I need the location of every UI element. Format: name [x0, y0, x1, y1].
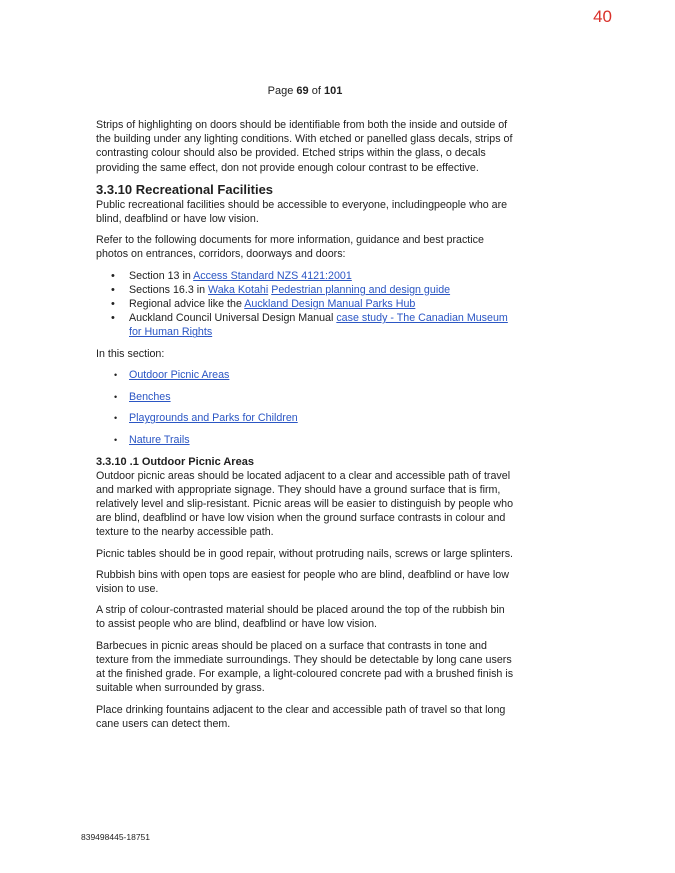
recreational-paragraph-2: Refer to the following documents for more information, guidance and best practice photos on entrances, corridors, doorways and doors: [96, 234, 484, 261]
reference-list [96, 269, 516, 340]
access-standard-link[interactable]: Access Standard NZS 4121:2001 [193, 269, 352, 282]
reference-item [129, 297, 516, 311]
page-header-prefix: Page [267, 85, 297, 97]
playgrounds-link[interactable]: Playgrounds and Parks for Children [129, 412, 298, 425]
recreational-heading: 3.3.10 Recreational Facilities [96, 181, 274, 197]
recreational-paragraph-1: Public recreational facilities should be accessible to everyone, includingpeople who are blind, deafblind or have low vision. [96, 198, 508, 226]
picnic-heading: 3.3.10 .1 Outdoor Picnic Areas [96, 455, 254, 468]
page-header [0, 85, 610, 97]
picnic-paragraph: Barbecues in picnic areas should be placed on a surface that contrasts in tone and texture from the immediate surroundings. They should be detectable by long cane users at the finished grade. For example, a light-coloured concrete pad with a brushed finish is suitable when surrounded by grass. [96, 639, 514, 695]
section-list-item [129, 411, 516, 425]
intro-paragraph: Strips of highlighting on doors should be identifiable from both the inside and outside of the building under any lighting conditions. With etched or panelled glass decals, strips of contrasting colour should also be provided. Etched strips within the glass, o decals providing the same effect, don not provide enough colour contrast to be effective. [96, 119, 513, 174]
reference-item [129, 283, 516, 297]
waka-kotahi-link[interactable]: Waka Kotahi [208, 283, 269, 296]
picnic-paragraph: Picnic tables should be in good repair, without protruding nails, screws or large splinters. [96, 547, 514, 560]
section-link-list [96, 368, 516, 447]
outdoor-picnic-areas-link[interactable]: Outdoor Picnic Areas [129, 368, 230, 381]
nature-trails-link[interactable]: Nature Trails [129, 433, 190, 446]
case-study-link[interactable]: case study - The Canadian Museum for Human Rights [129, 312, 508, 339]
reference-item [129, 269, 516, 283]
benches-link[interactable]: Benches [129, 390, 171, 403]
picnic-paragraph: Place drinking fountains adjacent to the clear and accessible path of travel so that long cane users can detect them. [96, 703, 506, 730]
corner-page-number: 40 [593, 7, 612, 26]
document-body [96, 118, 516, 738]
section-list-item [129, 433, 516, 447]
picnic-paragraph: Outdoor picnic areas should be located adjacent to a clear and accessible path of travel and marked with appropriate signage. They should have a ground surface that is firm, relatively level and slip-resistant. Picnic areas will be easier to distinguish by people who are blind, deafblind or have low vision when the ground surface contrasts in colour and texture to the nearby accessible path. [96, 469, 514, 539]
picnic-paragraph: A strip of colour-contrasted material should be placed around the top of the rubbish bin to assist people who are blind, deafblind or have low vision. [96, 604, 505, 631]
in-section-label: In this section: [96, 347, 165, 360]
pedestrian-guide-link[interactable]: Pedestrian planning and design guide [271, 283, 451, 296]
reference-text: Section 13 in [129, 269, 194, 282]
section-list-item [129, 390, 516, 404]
page-total: 101 [323, 85, 343, 97]
reference-item [129, 311, 516, 339]
page-current: 69 [296, 85, 309, 97]
picnic-paragraph: Rubbish bins with open tops are easiest for people who are blind, deafblind or have low vision to use. [96, 568, 509, 596]
page-header-sep: of [308, 85, 324, 97]
section-list-item [129, 368, 516, 382]
reference-text: Sections 16.3 in [129, 283, 209, 296]
reference-text: Auckland Council Universal Design Manual [129, 312, 337, 325]
document-id: 839498445-18751 [81, 832, 151, 842]
parks-hub-link[interactable]: Auckland Design Manual Parks Hub [244, 298, 416, 311]
reference-text: Regional advice like the [129, 298, 245, 311]
